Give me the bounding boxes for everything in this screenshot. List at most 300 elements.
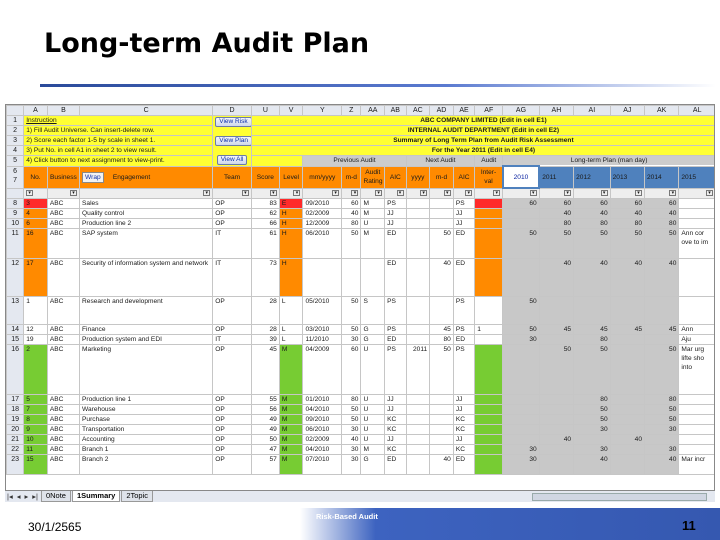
cell-a[interactable]: 16 (24, 229, 48, 259)
cell-ac[interactable] (406, 435, 430, 445)
cell-c[interactable]: Finance (80, 325, 213, 335)
cell-ag[interactable] (503, 425, 540, 435)
cell-aa[interactable]: M (361, 199, 385, 209)
cell-al[interactable] (679, 415, 715, 425)
cell-z[interactable]: 40 (342, 209, 361, 219)
cell-af[interactable] (475, 405, 503, 415)
cell-ak[interactable]: 80 (645, 395, 679, 405)
cell-ac[interactable] (406, 335, 430, 345)
cell-y[interactable]: 04/2009 (303, 345, 342, 395)
cell-af[interactable] (475, 445, 503, 455)
cell-aj[interactable]: 40 (610, 209, 644, 219)
cell-ah[interactable]: 60 (539, 199, 573, 209)
cell-b[interactable]: ABC (47, 259, 79, 297)
header-2015[interactable]: 2015 (679, 166, 715, 188)
cell-a[interactable]: 17 (24, 259, 48, 297)
view-plan-button[interactable]: View Plan (215, 136, 251, 146)
cell-al[interactable]: Ann cor ove to im (679, 229, 715, 259)
row-number[interactable]: 22 (7, 445, 24, 455)
cell-b[interactable]: ABC (47, 325, 79, 335)
cell-b[interactable]: ABC (47, 425, 79, 435)
cell-d[interactable]: OP (213, 395, 252, 405)
cell-y[interactable]: 02/2009 (303, 209, 342, 219)
cell-a[interactable]: 6 (24, 219, 48, 229)
cell-aa[interactable]: M (361, 229, 385, 259)
cell-ah[interactable] (539, 335, 573, 345)
banner-line4[interactable]: For the Year 2011 (Edit in cell E4) (251, 146, 715, 156)
cell-v[interactable]: L (279, 297, 303, 325)
cell-z[interactable]: 50 (342, 297, 361, 325)
column-header[interactable]: AF (475, 106, 503, 116)
column-header[interactable]: AK (645, 106, 679, 116)
cell-ad[interactable]: 40 (430, 259, 454, 297)
cell-ak[interactable]: 50 (645, 229, 679, 259)
filter-dropdown-icon[interactable]: ▾ (444, 190, 451, 196)
column-header[interactable]: AI (574, 106, 611, 116)
cell-ai[interactable] (574, 435, 611, 445)
cell-z[interactable]: 30 (342, 335, 361, 345)
cell-aj[interactable] (610, 445, 644, 455)
row-number[interactable]: 8 (7, 199, 24, 209)
row-number[interactable]: 9 (7, 209, 24, 219)
filter-dropdown-icon[interactable]: ▾ (332, 190, 339, 196)
cell-a[interactable]: 9 (24, 425, 48, 435)
cell-y[interactable]: 06/2010 (303, 229, 342, 259)
instruction-line2[interactable]: 2) Score each factor 1-5 by scale in sheet 1. (24, 136, 213, 146)
cell-ab[interactable]: JJ (385, 435, 406, 445)
cell-aj[interactable] (610, 345, 644, 395)
cell-af[interactable] (475, 219, 503, 229)
cell-u[interactable]: 39 (251, 335, 279, 345)
cell-aa[interactable]: U (361, 395, 385, 405)
cell-u[interactable]: 50 (251, 435, 279, 445)
instruction-title[interactable]: Instruction (24, 116, 213, 126)
cell-ad[interactable] (430, 415, 454, 425)
cell-aa[interactable]: G (361, 455, 385, 475)
cell-af[interactable] (475, 259, 503, 297)
instruction-line1[interactable]: 1) Fill Audit Universe. Can insert-delete row. (24, 126, 213, 136)
cell-d[interactable]: OP (213, 425, 252, 435)
cell-aj[interactable] (610, 455, 644, 475)
cell-aj[interactable]: 50 (610, 229, 644, 259)
cell-ai[interactable]: 50 (574, 415, 611, 425)
cell-b[interactable]: ABC (47, 229, 79, 259)
cell-ae[interactable]: ED (453, 229, 474, 259)
column-header[interactable]: AH (539, 106, 573, 116)
cell-aj[interactable] (610, 335, 644, 345)
tab-topic[interactable]: 2Topic (121, 491, 153, 502)
cell-ai[interactable]: 50 (574, 229, 611, 259)
header-team[interactable]: Team (213, 166, 252, 188)
view-all-button[interactable]: View All (217, 155, 248, 165)
cell-b[interactable]: ABC (47, 405, 79, 415)
cell-aa[interactable]: U (361, 219, 385, 229)
cell-ak[interactable] (645, 297, 679, 325)
cell-ad[interactable] (430, 405, 454, 415)
cell-ak[interactable]: 45 (645, 325, 679, 335)
column-header[interactable]: AD (430, 106, 454, 116)
cell-ad[interactable]: 40 (430, 455, 454, 475)
cell-aa[interactable]: G (361, 325, 385, 335)
cell-u[interactable]: 66 (251, 219, 279, 229)
cell-ah[interactable] (539, 425, 573, 435)
cell-ae[interactable]: PS (453, 325, 474, 335)
cell-ae[interactable]: KC (453, 425, 474, 435)
tab-last-icon[interactable]: ▸| (32, 492, 38, 501)
cell-ae[interactable]: ED (453, 455, 474, 475)
cell-d[interactable]: OP (213, 219, 252, 229)
cell-aj[interactable]: 45 (610, 325, 644, 335)
cell-ab[interactable]: PS (385, 325, 406, 335)
cell-y[interactable]: 04/2010 (303, 405, 342, 415)
cell-v[interactable]: M (279, 435, 303, 445)
cell-ae[interactable]: JJ (453, 219, 474, 229)
cell-v[interactable]: H (279, 209, 303, 219)
column-header[interactable]: AB (385, 106, 406, 116)
cell-ai[interactable]: 30 (574, 425, 611, 435)
cell-y[interactable]: 05/2010 (303, 297, 342, 325)
cell-ak[interactable]: 40 (645, 259, 679, 297)
cell-ae[interactable]: PS (453, 199, 474, 209)
cell-ab[interactable]: PS (385, 199, 406, 209)
cell-ah[interactable]: 40 (539, 259, 573, 297)
cell-z[interactable]: 30 (342, 455, 361, 475)
cell-al[interactable] (679, 425, 715, 435)
cell-d[interactable]: IT (213, 259, 252, 297)
cell-ai[interactable]: 60 (574, 199, 611, 209)
filter-dropdown-icon[interactable]: ▾ (70, 190, 77, 196)
cell-ad[interactable] (430, 395, 454, 405)
cell-ah[interactable] (539, 445, 573, 455)
cell-ak[interactable]: 60 (645, 199, 679, 209)
header-aic-next[interactable]: AIC (453, 166, 474, 188)
cell-ag[interactable] (503, 259, 540, 297)
row-number[interactable]: 18 (7, 405, 24, 415)
cell-ae[interactable]: KC (453, 415, 474, 425)
filter-dropdown-icon[interactable]: ▾ (669, 190, 676, 196)
cell-af[interactable] (475, 335, 503, 345)
header-m-d[interactable]: m-d (342, 166, 361, 188)
row-number[interactable]: 1 (7, 116, 24, 126)
cell-ac[interactable] (406, 297, 430, 325)
cell-af[interactable] (475, 297, 503, 325)
banner-line1[interactable]: ABC COMPANY LIMITED (Edit in cell E1) (251, 116, 715, 126)
cell-a[interactable]: 7 (24, 405, 48, 415)
filter-dropdown-icon[interactable]: ▾ (26, 190, 33, 196)
cell-d[interactable]: OP (213, 209, 252, 219)
cell-c[interactable]: Sales (80, 199, 213, 209)
cell-v[interactable]: M (279, 345, 303, 395)
cell-a[interactable]: 5 (24, 395, 48, 405)
column-header[interactable]: D (213, 106, 252, 116)
cell-b[interactable]: ABC (47, 395, 79, 405)
row-number[interactable]: 20 (7, 425, 24, 435)
row-number[interactable]: 3 (7, 136, 24, 146)
header-engagement-cell[interactable] (80, 166, 213, 188)
header-m-d-next[interactable]: m-d (430, 166, 454, 188)
filter-dropdown-icon[interactable]: ▾ (493, 190, 500, 196)
cell-y[interactable]: 06/2010 (303, 425, 342, 435)
cell-y[interactable]: 09/2010 (303, 199, 342, 209)
cell-ah[interactable] (539, 297, 573, 325)
cell-ad[interactable] (430, 209, 454, 219)
cell-ac[interactable] (406, 405, 430, 415)
column-header[interactable]: B (47, 106, 79, 116)
row-number[interactable]: 2 (7, 126, 24, 136)
banner-line3[interactable]: Summary of Long Term Plan from Audit Risk Assessment (251, 136, 715, 146)
cell-ad[interactable] (430, 199, 454, 209)
cell-aj[interactable]: 60 (610, 199, 644, 209)
cell-ag[interactable] (503, 345, 540, 395)
cell-ak[interactable]: 50 (645, 415, 679, 425)
cell-ab[interactable]: ED (385, 259, 406, 297)
filter-dropdown-icon[interactable]: ▾ (635, 190, 642, 196)
cell-d[interactable]: OP (213, 325, 252, 335)
cell-a[interactable]: 15 (24, 455, 48, 475)
cell-ah[interactable] (539, 395, 573, 405)
previous-audit-header[interactable]: Previous Audit (303, 156, 406, 167)
cell-ab[interactable]: KC (385, 425, 406, 435)
cell-y[interactable]: 02/2009 (303, 435, 342, 445)
cell-b[interactable]: ABC (47, 335, 79, 345)
cell-z[interactable]: 30 (342, 425, 361, 435)
cell-aa[interactable]: M (361, 445, 385, 455)
filter-dropdown-icon[interactable]: ▾ (270, 190, 277, 196)
cell-aa[interactable]: U (361, 435, 385, 445)
cell-y[interactable]: 09/2010 (303, 415, 342, 425)
cell-c[interactable]: Security of information system and network (80, 259, 213, 297)
cell-u[interactable]: 55 (251, 395, 279, 405)
cell-al[interactable]: Aju (679, 335, 715, 345)
cell-ag[interactable]: 50 (503, 325, 540, 335)
cell-ad[interactable] (430, 425, 454, 435)
cell-aj[interactable]: 80 (610, 219, 644, 229)
cell-ai[interactable]: 40 (574, 455, 611, 475)
cell-ag[interactable]: 30 (503, 445, 540, 455)
cell-d[interactable]: IT (213, 229, 252, 259)
cell-ab[interactable]: KC (385, 445, 406, 455)
cell-ak[interactable] (645, 335, 679, 345)
cell-af[interactable] (475, 229, 503, 259)
cell-u[interactable]: 28 (251, 325, 279, 335)
cell-v[interactable]: M (279, 405, 303, 415)
row-number[interactable]: 12 (7, 259, 24, 297)
cell-d[interactable]: OP (213, 445, 252, 455)
long-term-plan-header[interactable]: Long-term Plan (man day) (503, 156, 715, 167)
cell-ah[interactable]: 40 (539, 209, 573, 219)
cell-ai[interactable]: 30 (574, 445, 611, 455)
column-header[interactable]: U (251, 106, 279, 116)
cell-u[interactable]: 83 (251, 199, 279, 209)
cell-v[interactable]: M (279, 415, 303, 425)
header-2011[interactable]: 2011 (539, 166, 573, 188)
cell-aa[interactable]: U (361, 415, 385, 425)
spreadsheet[interactable] (5, 104, 715, 502)
cell-al[interactable]: Mar urg lifte sho into (679, 345, 715, 395)
cell-u[interactable]: 28 (251, 297, 279, 325)
row-number[interactable]: 5 (7, 156, 24, 167)
cell-b[interactable]: ABC (47, 297, 79, 325)
instruction-line3[interactable]: 3) Put No. in cell A1 in sheet 2 to view result. (24, 146, 213, 156)
cell-ag[interactable] (503, 415, 540, 425)
cell-aj[interactable] (610, 425, 644, 435)
cell-u[interactable]: 56 (251, 405, 279, 415)
cell-ag[interactable]: 30 (503, 335, 540, 345)
cell-ac[interactable] (406, 445, 430, 455)
cell-b[interactable]: ABC (47, 435, 79, 445)
row-number[interactable]: 23 (7, 455, 24, 475)
header-2010[interactable]: 2010 (503, 166, 540, 188)
cell-ah[interactable] (539, 415, 573, 425)
cell-ab[interactable]: JJ (385, 209, 406, 219)
instruction-line4[interactable]: 4) Click button to next assignment to view-print. (24, 156, 213, 167)
cell-d[interactable]: OP (213, 199, 252, 209)
cell-a[interactable]: 1 (24, 297, 48, 325)
cell-u[interactable]: 45 (251, 345, 279, 395)
cell-c[interactable]: Transportation (80, 425, 213, 435)
cell-a[interactable]: 3 (24, 199, 48, 209)
cell-al[interactable] (679, 395, 715, 405)
cell-y[interactable]: 04/2010 (303, 445, 342, 455)
cell-ad[interactable]: 50 (430, 345, 454, 395)
cell-af[interactable] (475, 209, 503, 219)
cell-v[interactable]: H (279, 229, 303, 259)
column-header[interactable]: C (80, 106, 213, 116)
cell-aj[interactable] (610, 405, 644, 415)
select-all-corner[interactable] (7, 106, 24, 116)
cell-ak[interactable]: 30 (645, 445, 679, 455)
cell-ah[interactable]: 50 (539, 229, 573, 259)
cell-d[interactable]: OP (213, 455, 252, 475)
cell-ac[interactable] (406, 259, 430, 297)
cell-c[interactable]: Research and development (80, 297, 213, 325)
cell-d[interactable]: OP (213, 297, 252, 325)
header-audit-rating[interactable]: Audit Rating (361, 166, 385, 188)
cell-ab[interactable]: KC (385, 415, 406, 425)
cell-af[interactable] (475, 395, 503, 405)
cell-aj[interactable] (610, 297, 644, 325)
column-header[interactable]: AA (361, 106, 385, 116)
column-header[interactable]: Z (342, 106, 361, 116)
column-header[interactable]: V (279, 106, 303, 116)
filter-dropdown-icon[interactable]: ▾ (242, 190, 249, 196)
cell-a[interactable]: 10 (24, 435, 48, 445)
row-number[interactable]: 16 (7, 345, 24, 395)
cell-ag[interactable] (503, 209, 540, 219)
column-header[interactable]: Y (303, 106, 342, 116)
filter-dropdown-icon[interactable]: ▾ (420, 190, 427, 196)
cell-al[interactable] (679, 405, 715, 415)
column-header[interactable]: AL (679, 106, 715, 116)
column-header[interactable]: A (24, 106, 48, 116)
cell-ae[interactable]: JJ (453, 405, 474, 415)
cell-ae[interactable]: ED (453, 335, 474, 345)
cell-al[interactable] (679, 445, 715, 455)
cell-al[interactable] (679, 199, 715, 209)
cell-ai[interactable]: 45 (574, 325, 611, 335)
header-mm-yyyy[interactable]: mm/yyyy (303, 166, 342, 188)
cell-y[interactable]: 12/2009 (303, 219, 342, 229)
cell-v[interactable]: H (279, 259, 303, 297)
cell-ad[interactable]: 50 (430, 229, 454, 259)
cell-ad[interactable]: 80 (430, 335, 454, 345)
cell-v[interactable]: E (279, 199, 303, 209)
cell-al[interactable] (679, 297, 715, 325)
cell-ac[interactable] (406, 425, 430, 435)
cell-b[interactable]: ABC (47, 345, 79, 395)
cell-ac[interactable] (406, 395, 430, 405)
header-interval[interactable]: Inter- val (475, 166, 503, 188)
cell-d[interactable]: OP (213, 405, 252, 415)
cell-aa[interactable]: M (361, 209, 385, 219)
cell-aj[interactable] (610, 395, 644, 405)
cell-af[interactable]: 1 (475, 325, 503, 335)
cell-ac[interactable] (406, 455, 430, 475)
cell-v[interactable]: M (279, 445, 303, 455)
row-number[interactable]: 15 (7, 335, 24, 345)
cell-z[interactable]: 60 (342, 199, 361, 209)
cell-al[interactable] (679, 219, 715, 229)
cell-ab[interactable]: ED (385, 335, 406, 345)
cell-c[interactable]: Production system and EDI (80, 335, 213, 345)
cell-ae[interactable]: ED (453, 259, 474, 297)
row-number[interactable]: 10 (7, 219, 24, 229)
cell-c[interactable]: Branch 1 (80, 445, 213, 455)
cell-ae[interactable]: JJ (453, 435, 474, 445)
row-number[interactable]: 17 (7, 395, 24, 405)
filter-dropdown-icon[interactable]: ▾ (530, 190, 537, 196)
cell-v[interactable]: L (279, 335, 303, 345)
cell-a[interactable]: 2 (24, 345, 48, 395)
cell-v[interactable]: M (279, 455, 303, 475)
cell-ai[interactable]: 80 (574, 335, 611, 345)
row-number[interactable]: 4 (7, 146, 24, 156)
cell-ae[interactable]: PS (453, 345, 474, 395)
cell-c[interactable]: Production line 1 (80, 395, 213, 405)
cell-ae[interactable]: JJ (453, 209, 474, 219)
cell-u[interactable]: 47 (251, 445, 279, 455)
cell-ah[interactable]: 40 (539, 435, 573, 445)
cell-a[interactable]: 19 (24, 335, 48, 345)
tab-summary[interactable]: 1Summary (72, 491, 120, 502)
cell-c[interactable]: Marketing (80, 345, 213, 395)
cell-ai[interactable]: 50 (574, 345, 611, 395)
cell-a[interactable]: 4 (24, 209, 48, 219)
cell-ab[interactable]: JJ (385, 219, 406, 229)
cell-aa[interactable]: G (361, 335, 385, 345)
cell-ae[interactable]: PS (453, 297, 474, 325)
cell-c[interactable]: Accounting (80, 435, 213, 445)
cell-ac[interactable] (406, 209, 430, 219)
banner-line2[interactable]: INTERNAL AUDIT DEPARTMENT (Edit in cell E2) (251, 126, 715, 136)
cell-v[interactable]: M (279, 425, 303, 435)
header-level[interactable]: Level (279, 166, 303, 188)
header-2013[interactable]: 2013 (610, 166, 644, 188)
cell-ai[interactable] (574, 297, 611, 325)
cell-aa[interactable]: U (361, 405, 385, 415)
cell-z[interactable]: 40 (342, 435, 361, 445)
cell-af[interactable] (475, 435, 503, 445)
cell-z[interactable]: 50 (342, 325, 361, 335)
cell-d[interactable]: OP (213, 415, 252, 425)
cell-ac[interactable] (406, 325, 430, 335)
cell-ai[interactable]: 40 (574, 259, 611, 297)
cell-c[interactable]: Quality control (80, 209, 213, 219)
filter-dropdown-icon[interactable]: ▾ (465, 190, 472, 196)
cell-ai[interactable]: 80 (574, 219, 611, 229)
cell-al[interactable] (679, 209, 715, 219)
cell-z[interactable]: 80 (342, 219, 361, 229)
